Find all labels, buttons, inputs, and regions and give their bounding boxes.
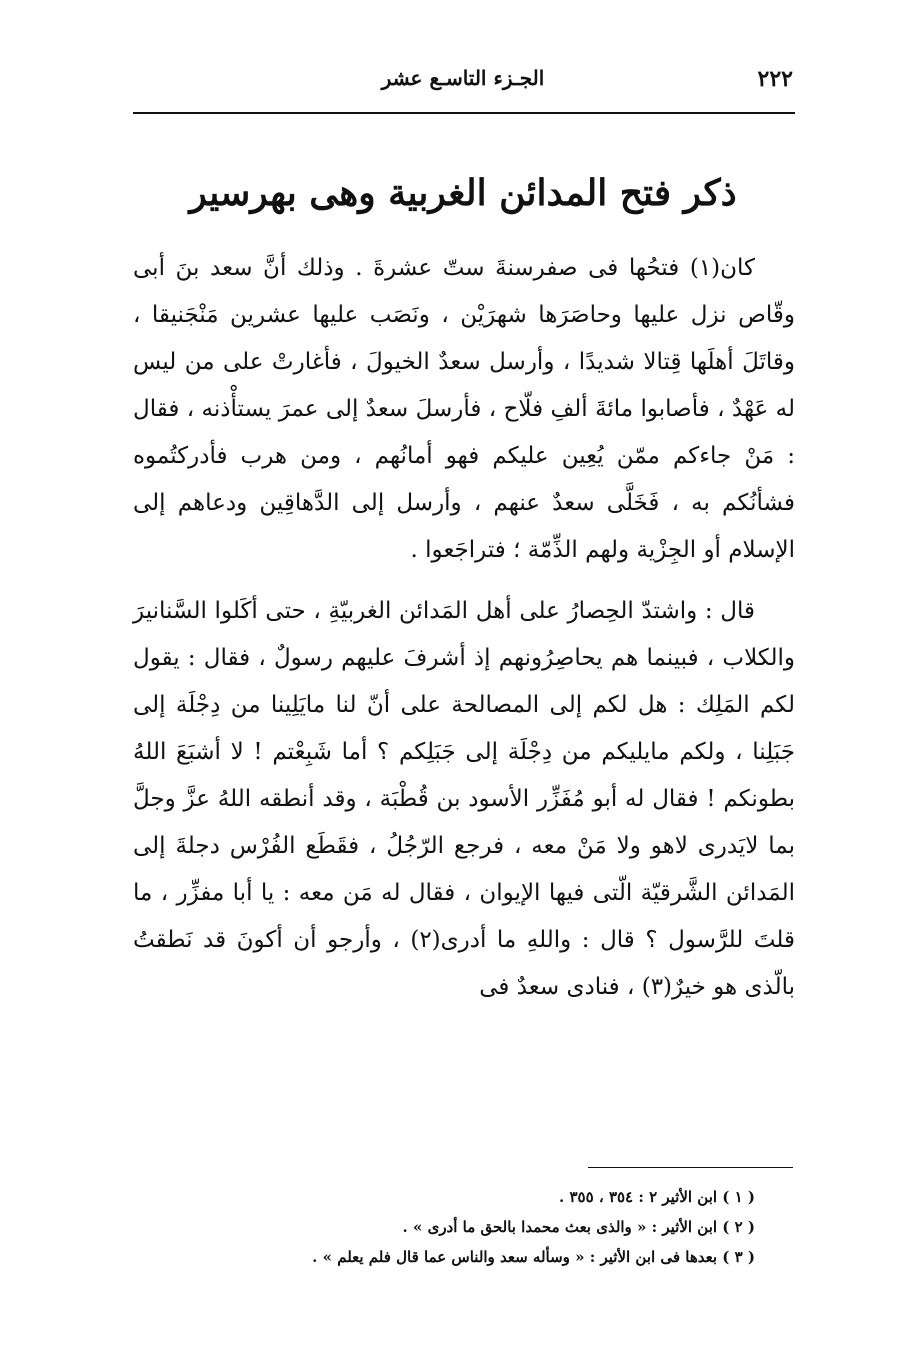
section-title: ذكر فتح المدائن الغربية وهى بهرسير bbox=[189, 172, 737, 214]
footnote-divider bbox=[588, 1167, 793, 1168]
footnote: ( ٢ ) ابن الأثير : « والذى بعث محمدا بالحق ما أدرى » . bbox=[402, 1218, 755, 1236]
footnotes bbox=[200, 1182, 755, 1272]
footnote: ( ١ ) ابن الأثير ٢ : ٣٥٤ ، ٣٥٥ . bbox=[559, 1188, 755, 1206]
header-divider bbox=[133, 112, 795, 114]
body-text bbox=[133, 245, 795, 1011]
running-title: الجـزء التاسـع عشر bbox=[381, 66, 545, 90]
paragraph: كان(١) فتحُها فى صفرسنةَ ستّ عشرةَ . وذلك أنَّ سعد بنَ أبى وقّاص نزل عليها وحاصَرَها شهرَيْن ، ونَصَب عليها عشرين مَنْجَنيقا ، وقاتَلَ أهلَها قِتالا شديدًا ، وأرسل سعدٌ الخيولَ ، فأغارتْ على من ليس له عَهْدٌ ، فأصابوا مائةَ ألفِ فلّاح ، فأرسلَ سعدٌ إلى عمرَ يستأْذنه ، فقال : مَنْ جاءكم ممّن يُعِين عليكم فهو أمانُهم ، ومن هرب فأدركتُموه فشأنُكم به ، فَخَلَّى سعدٌ عنهم ، وأرسل إلى الدَّهاقِين ودعاهم إلى الإسلام أو الجِزْية ولهم الذِّمّة ؛ فتراجَعوا . bbox=[133, 255, 795, 563]
paragraph: قال : واشتدّ الحِصارُ على أهل المَدائن الغربيّةِ ، حتى أكَلوا السَّنانيرَ والكلاب ، فبينما هم يحاصِرُونهم إذ أشرفَ عليهم رسولٌ ، فقال : يقول لكم المَلِك : هل لكم إلى المصالحة على أنّ لنا مايَلِينا من دِجْلَة إلى جَبَلِنا ، ولكم مايليكم من دِجْلَة إلى جَبَلِكم ؟ أما شَبِعْتم ! لا أشبَعَ اللهُ بطونكم ! فقال له أبو مُفَزِّر الأسود بن قُطْبَة ، وقد أنطقه اللهُ عزَّ وجلَّ بما لايَدرى لاهو ولا مَنْ معه ، فرجع الرّجُلُ ، فقَطَع الفُرْس دجلةَ إلى المَدائن الشَّرقيّة الّتى فيها الإيوان ، فقال له مَن معه : يا أبا مفزِّر ، ما قلتَ للرَّسول ؟ قال : واللهِ ما أدرى(٢) ، وأرجو أن أكونَ قد نَطقتُ بالّذى هو خيرٌ(٣) ، فنادى سعدٌ فى bbox=[133, 598, 795, 1000]
footnote: ( ٣ ) بعدها فى ابن الأثير : « وسأله سعد والناس عما قال فلم يعلم » . bbox=[312, 1248, 755, 1266]
page-number: ٢٢٢ bbox=[757, 66, 793, 92]
page-header bbox=[133, 66, 793, 96]
